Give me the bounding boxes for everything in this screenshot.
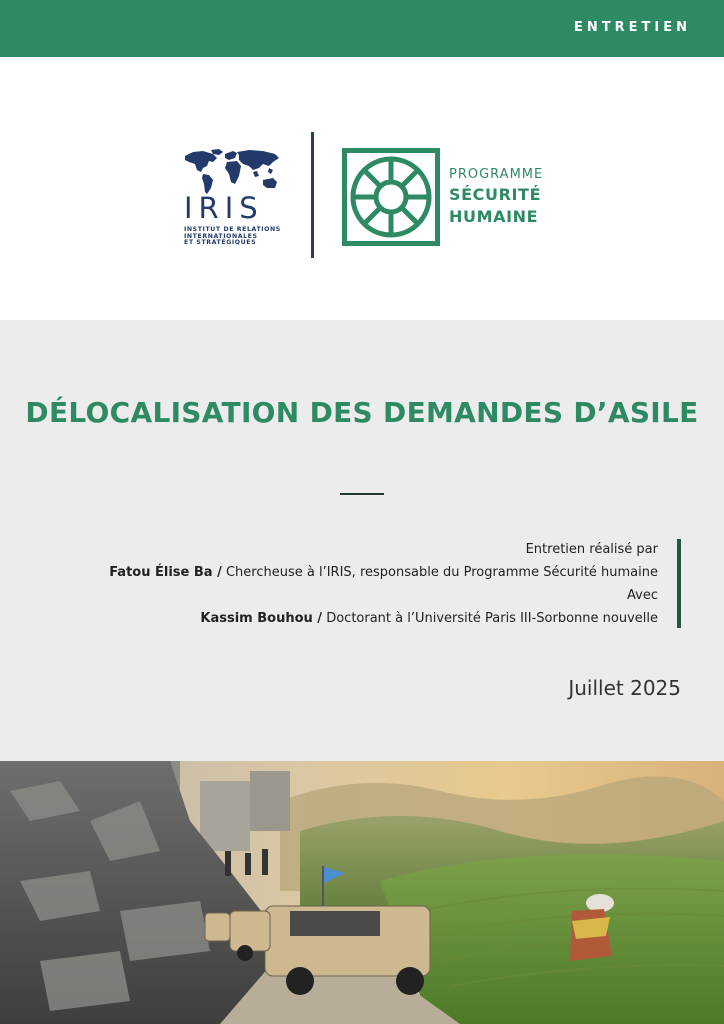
interviewer-name: Fatou Élise Ba / (109, 565, 222, 580)
interviewer-role: Chercheuse à l’IRIS, responsable du Programme Sécurité humaine (225, 565, 658, 580)
interviewee-line (98, 607, 658, 630)
iris-subtitle-line: INSTITUT DE RELATIONS (184, 226, 281, 233)
header-bar (0, 0, 724, 57)
interviewee-role: Doctorant à l’Université Paris III-Sorbonne nouvelle (326, 611, 658, 626)
credits-with-label: Avec (627, 588, 658, 603)
programme-logo-line3: HUMAINE (449, 207, 539, 226)
world-map-icon (183, 148, 281, 196)
interviewer-line (98, 561, 658, 584)
iris-subtitle-line: ET STRATÉGIQUES (184, 239, 257, 247)
interviewee-name: Kassim Bouhou / (200, 611, 323, 626)
title-underline (340, 493, 384, 495)
publication-date: Juillet 2025 (568, 676, 681, 700)
iris-logo-subtitle (184, 227, 294, 247)
lifebuoy-logo-icon (342, 148, 440, 246)
credits-accent-bar (677, 539, 681, 628)
iris-subtitle-line: INTERNATIONALES (184, 232, 258, 240)
document-title: DÉLOCALISATION DES DEMANDES D’ASILE (25, 396, 699, 429)
credits-intro: Entretien réalisé par (525, 542, 658, 557)
document-type-label: ENTRETIEN (574, 20, 691, 35)
programme-logo-line2: SÉCURITÉ (449, 185, 542, 204)
programme-logo-line1: PROGRAMME (449, 167, 544, 182)
cover-photo (0, 761, 724, 1024)
interview-credits (98, 538, 658, 630)
logo-divider (311, 132, 314, 258)
iris-logo-word: IRIS (184, 191, 264, 225)
